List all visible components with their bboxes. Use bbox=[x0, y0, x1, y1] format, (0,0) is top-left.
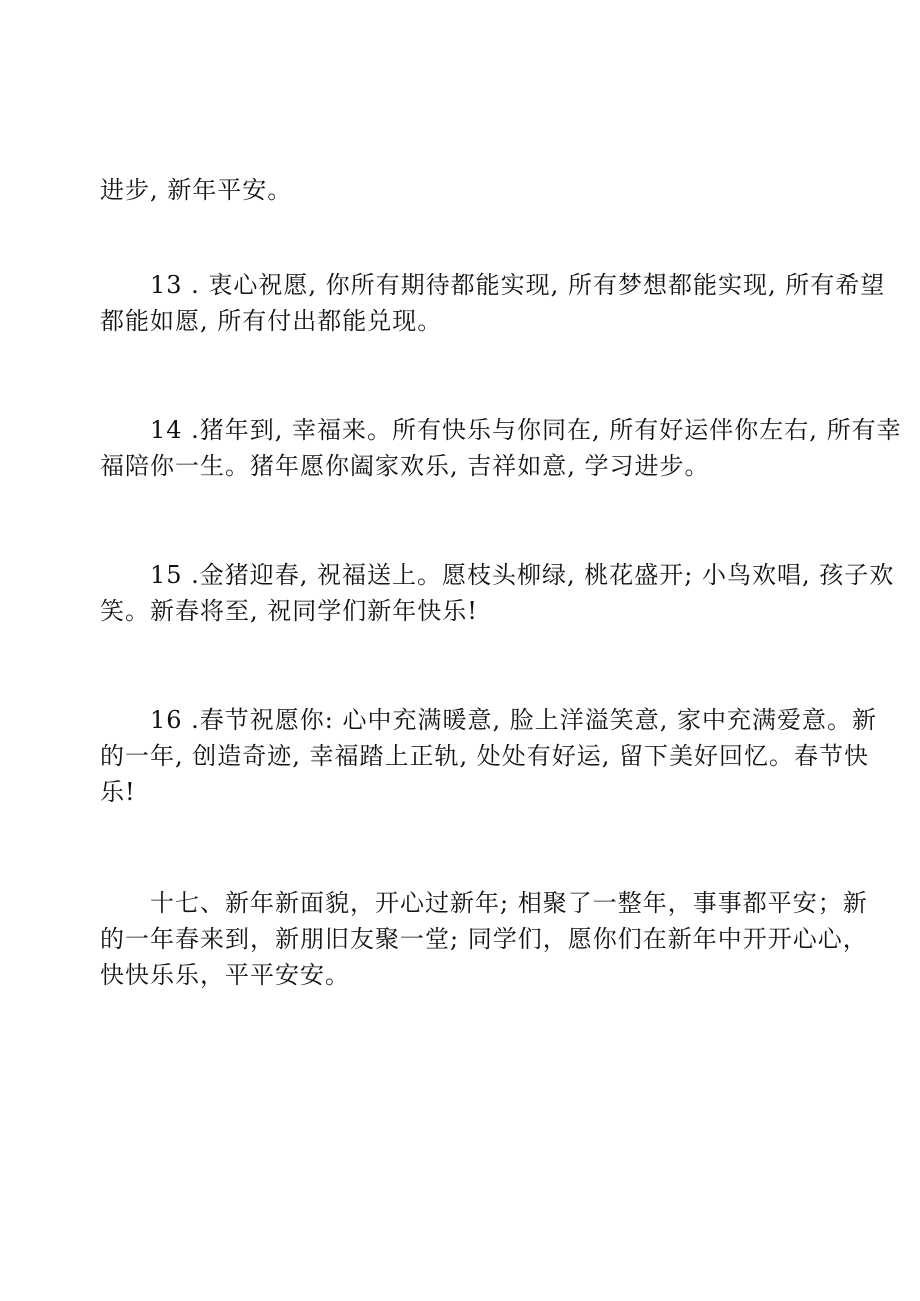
paragraph-16 bbox=[100, 702, 878, 810]
text-line: 进步, 新年平安。 bbox=[100, 176, 293, 204]
text-line: 的一年春来到，新朋旧友聚一堂; 同学们，愿你们在新年中开开心心， bbox=[100, 925, 868, 953]
paragraph-continuation bbox=[100, 172, 822, 208]
text-line: 十七、新年新面貌，开心过新年; 相聚了一整年，事事都平安；新 bbox=[150, 889, 868, 917]
text-line: 15 .金猪迎春, 祝福送上。愿枝头柳绿, 桃花盛开; 小鸟欢唱, 孩子欢 bbox=[150, 561, 895, 589]
paragraph-14 bbox=[100, 412, 902, 484]
text-line: 乐! bbox=[100, 778, 136, 806]
text-line: 快快乐乐，平平安安。 bbox=[100, 961, 350, 989]
paragraph-15 bbox=[100, 557, 895, 629]
text-line: 14 .猪年到, 幸福来。所有快乐与你同在, 所有好运伴你左右, 所有幸 bbox=[150, 416, 902, 444]
text-line: 13 . 衷心祝愿, 你所有期待都能实现, 所有梦想都能实现, 所有希望 bbox=[150, 271, 886, 299]
paragraph-13 bbox=[100, 267, 886, 339]
paragraph-17 bbox=[100, 885, 868, 993]
text-line: 16 .春节祝愿你: 心中充满暖意, 脸上洋溢笑意, 家中充满爱意。新 bbox=[150, 706, 878, 734]
text-line: 都能如愿, 所有付出都能兑现。 bbox=[100, 307, 443, 335]
text-line: 福陪你一生。猪年愿你阖家欢乐, 吉祥如意, 学习进步。 bbox=[100, 452, 710, 480]
text-line: 笑。新春将至, 祝同学们新年快乐! bbox=[100, 597, 478, 625]
text-line: 的一年, 创造奇迹, 幸福踏上正轨, 处处有好运, 留下美好回忆。春节快 bbox=[100, 742, 870, 770]
